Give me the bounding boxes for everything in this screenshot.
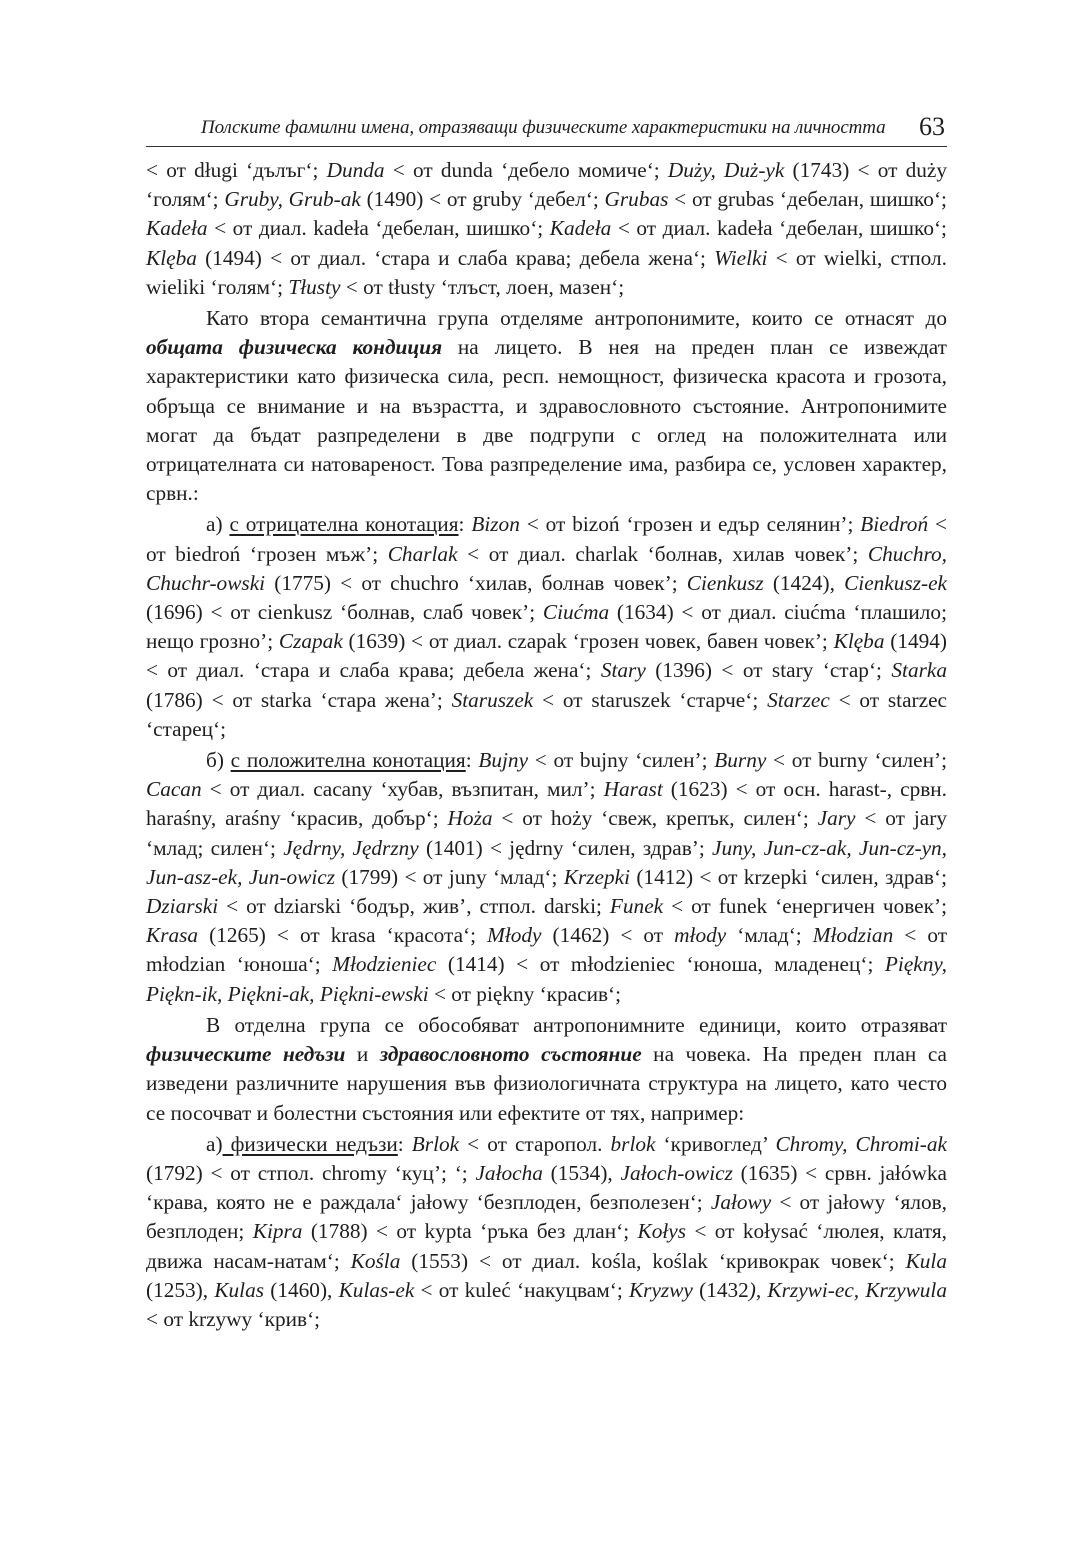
subgroup-label: с положителна конотация — [230, 748, 466, 773]
surname-term: Klęba — [833, 629, 885, 654]
text-run: (1788) < от kypta ‘ръка без длан‘; — [302, 1219, 638, 1244]
text-run: < от długi ‘дълъг‘; — [146, 158, 327, 182]
text-run: < от krzywy ‘крив‘; — [146, 1306, 321, 1331]
surname-term: Starzec — [767, 687, 830, 712]
text-run: а) — [206, 512, 230, 537]
text-run: (1253), — [146, 1277, 215, 1302]
text-run: : — [465, 748, 479, 773]
surname-term: Gruby, Grub-ak — [224, 187, 361, 212]
surname-term: Juny, Jun-cz-ak, Jun-cz-yn, Jun-asz-ek, Jun-owicz — [146, 835, 948, 889]
text-run: (1553) < от диал. kośla, koślak ‘кривокрак човек‘; — [400, 1248, 906, 1273]
surname-term: Burny — [714, 748, 767, 773]
surname-term: Duży, Duż-yk — [667, 158, 785, 182]
surname-term: Jałowy — [710, 1190, 772, 1215]
text-run: < от starzec ‘старец‘; — [146, 687, 948, 741]
text-run: < от старопол. — [459, 1131, 611, 1156]
surname-term: Klęba — [146, 245, 197, 270]
text-run: (1775) < от chuchro ‘хилав, болнав човек’; — [265, 570, 687, 595]
surname-term: Biedroń — [860, 512, 929, 537]
emphasis-term: общата физическа кондиция — [146, 335, 443, 360]
surname-term: Krasa — [146, 923, 199, 948]
paragraph-p4 — [146, 746, 947, 1009]
text-run: (1494) < от диал. ‘стара и слаба крава; дебела жена‘; — [196, 245, 715, 270]
surname-term: Grubas — [604, 187, 669, 212]
text-run: на лицето. В нея на преден план се извеждат характеристики като физическа сила, респ. немощност, физическа красота и грозота, обръща се внимание и на възрастта, и здравословното състояние. Антропонимите могат да бъдат разпределени в две подгрупи с оглед на положителната или отрицателната си натовареност. Това разпределение има, разбира се, условен характер, срвн.: — [146, 335, 947, 506]
surname-term: Ciućma — [542, 600, 610, 625]
text-run: (1799) < от juny ‘млад‘; — [335, 864, 564, 889]
surname-term: Harast — [603, 777, 663, 802]
surname-term: Cienkusz — [686, 570, 764, 595]
text-run: (1401) < jędrny ‘силен, здрав’; — [418, 835, 713, 860]
text-run: < от kuleć ‘накуцвам‘; — [414, 1277, 629, 1302]
surname-term: Kulas — [214, 1277, 265, 1302]
surname-term: Hoża — [447, 806, 493, 831]
text-run: : — [397, 1131, 412, 1156]
text-run: (1635) < срвн. jałówka ‘крава, която не е раждала‘ jałowy ‘безплоден, безполезен‘; — [146, 1160, 947, 1215]
text-run: б) — [206, 748, 231, 773]
surname-term: Krzepki — [563, 864, 631, 889]
text-run: (1634) < от диал. ciućma ‘плашило; нещо грозно’; — [146, 600, 947, 654]
running-title: Полските фамилни имена, отразяващи физическите характеристики на личността — [201, 117, 886, 138]
page-number: 63 — [919, 112, 945, 141]
surname-term: Stary — [600, 658, 646, 683]
surname-term: Staruszek — [451, 687, 534, 712]
surname-term: Funek — [609, 894, 664, 919]
subgroup-label: с отрицателна конотация — [229, 512, 459, 537]
surname-term: Młody — [487, 923, 542, 948]
text-run: < от biedroń ‘грозен мъж’; — [146, 512, 948, 566]
text-run: < от kołysać ‘люлея, клатя, движа насам-натам‘; — [146, 1219, 947, 1273]
text-run: (1792) < от стпол. chromy ‘куц’; ‘; — [146, 1160, 476, 1185]
text-run: < от диал. charlak ‘болнав, хилав човек’; — [457, 541, 868, 566]
surname-term: Czapak — [278, 629, 343, 654]
text-run: В отделна група се обособяват антропонимните единици, които отразяват — [206, 1012, 947, 1037]
surname-term: Kula — [905, 1248, 947, 1273]
text-run: (1460), — [264, 1277, 339, 1302]
surname-term: Piękny, Piękn-ik, Piękni-ak, Piękni-ewski — [146, 952, 947, 1006]
surname-term: Charlak — [387, 541, 458, 566]
text-run: < от диал. kadeła ‘дебелан, шишко‘; — [207, 216, 550, 241]
text-run: < от диал. cacany ‘хубав, възпитан, мил’; — [201, 777, 604, 802]
paragraph-p2 — [146, 304, 947, 508]
text-run: (1494) < от диал. ‘стара и слаба крава; дебела жена‘; — [146, 629, 948, 683]
text-run: < от jary ‘млад; силен‘; — [146, 806, 947, 860]
text-run: (1462) < от — [541, 923, 675, 948]
paragraph-p5 — [146, 1011, 947, 1128]
text-run: (1696) < от cienkusz ‘болнав, слаб човек’; — [146, 600, 543, 625]
paragraph-p3 — [146, 510, 947, 744]
surname-term: Kipra — [252, 1219, 303, 1244]
surname-term: Jary — [817, 806, 856, 831]
text-run: < от staruszek ‘старче‘; — [533, 687, 768, 712]
emphasis-term: здравословното състояние — [379, 1042, 642, 1067]
text-run: (1623) < от осн. harast-, срвн. haraśny, araśny ‘красив, добър‘; — [146, 777, 947, 831]
surname-term: Kośla — [350, 1248, 401, 1273]
text-run: < от piękny ‘красив‘; — [428, 981, 622, 1006]
surname-term: Starka — [891, 658, 947, 683]
surname-term: Młodzieniec — [332, 952, 437, 977]
text-run: < от bujny ‘силен’; — [528, 748, 715, 773]
surname-term: Chromy, Chromi-ak — [775, 1131, 947, 1156]
surname-term: młody — [674, 923, 727, 948]
running-header — [146, 112, 947, 147]
surname-term: Jałocha — [475, 1160, 543, 1185]
surname-term: Brlok — [411, 1131, 460, 1156]
surname-term: Dziarski — [146, 894, 219, 919]
surname-term: Jałoch-owicz — [620, 1160, 733, 1185]
text-run: < от burny ‘силен’; — [766, 748, 947, 773]
surname-term: Cienkusz-ek — [844, 570, 947, 595]
text-run: (1432 — [692, 1277, 749, 1302]
text-run: на човека. На преден план са изведени различните нарушения във физиологичната структура на лицето, като често се посочват и болестни състояния или ефектите от тях, например: — [146, 1042, 947, 1125]
surname-term: Chuchro, Chuchr-owski — [146, 541, 947, 595]
text-run: а) — [206, 1131, 223, 1156]
surname-term: Jędrny, Jędrzny — [283, 835, 419, 860]
emphasis-term: физическите недъзи — [146, 1042, 346, 1067]
text-run: (1490) < от gruby ‘дебел‘; — [360, 187, 605, 212]
surname-term: Młodzian — [812, 923, 894, 948]
surname-term: Bizon — [471, 512, 520, 537]
text-run: < от tłusty ‘тлъст, лоен, мазен‘; — [340, 274, 625, 299]
text-run: (1414) < от młodzieniec ‘юноша, младенец‘; — [436, 952, 885, 977]
text-run: (1639) < от диал. czapak ‘грозен човек, бавен човек’; — [342, 629, 834, 654]
text-run: (1786) < от starka ‘стара жена’; — [146, 687, 452, 712]
text-run: (1265) < от krasa ‘красота‘; — [198, 923, 488, 948]
text-run: < от bizoń ‘грозен и едър селянин’; — [519, 512, 861, 537]
text-run: < от grubas ‘дебелан, шишко‘; — [668, 187, 947, 212]
text-run: < от диал. kadeła ‘дебелан, шишко‘; — [611, 216, 947, 241]
surname-term: Kadeła — [146, 216, 208, 241]
text-run: < от hoży ‘свеж, крепък, силен‘; — [492, 806, 818, 831]
text-run: (1396) < от stary ‘стар‘; — [645, 658, 892, 683]
text-run: (1534), — [542, 1160, 621, 1185]
text-run: < от funek ‘енергичен човек’; — [663, 894, 947, 919]
text-run: и — [345, 1042, 380, 1067]
text-run: ‘млад‘; — [726, 923, 813, 948]
paragraph-p1 — [146, 156, 947, 302]
surname-term: Kadeła — [549, 216, 612, 241]
text-run: < от dziarski ‘бодър, жив’, стпол. darski; — [218, 894, 610, 919]
surname-term: Kulas-ek — [338, 1277, 415, 1302]
text-run: (1412) < от krzepki ‘силен, здрав‘; — [630, 864, 947, 889]
surname-term: Tłusty — [288, 274, 341, 299]
text-run: < от wielki, стпол. wieliki ‘голям‘; — [146, 245, 947, 299]
text-run: (1743) < от duży ‘голям‘; — [146, 158, 947, 212]
surname-term: Kołys — [637, 1219, 687, 1244]
surname-term: brlok — [610, 1131, 656, 1156]
text-run: : — [458, 512, 472, 537]
paragraph-p6 — [146, 1130, 947, 1334]
text-run: Като втора семантична група отделяме антропонимите, които се отнасят до — [206, 306, 947, 331]
text-run: < от młodzian ‘юноша‘; — [146, 923, 947, 977]
text-run: < от dunda ‘дебело момиче‘; — [384, 158, 668, 182]
text-run: < от jałowy ‘ялов, безплоден; — [146, 1190, 947, 1244]
surname-term: Bujny — [478, 748, 529, 773]
surname-term: Dunda — [326, 158, 385, 182]
subgroup-label: физически недъзи — [222, 1131, 398, 1156]
text-run: ‘кривоглед’ — [655, 1131, 776, 1156]
body-text — [146, 156, 947, 1334]
surname-term: Cacan — [146, 777, 202, 802]
text-run: (1424), — [763, 570, 845, 595]
surname-term: Kryzwy — [628, 1277, 693, 1302]
surname-term: Wielki — [714, 245, 768, 270]
surname-term: ), Krzywi-ec, Krzywula — [748, 1277, 947, 1302]
